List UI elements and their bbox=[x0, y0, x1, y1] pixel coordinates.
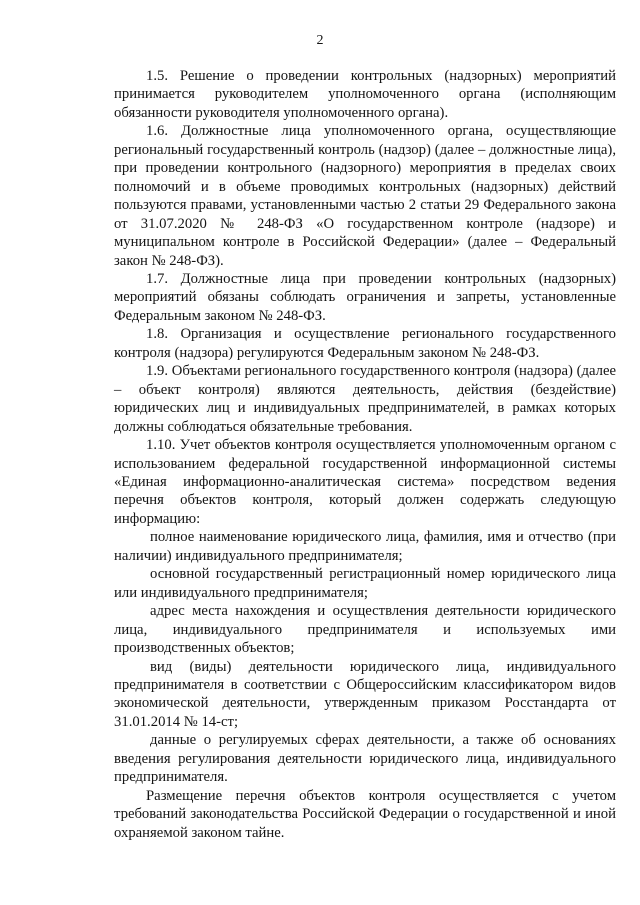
paragraph-1-10: 1.10. Учет объектов контроля осуществляется уполномоченным органом с использованием федеральной государственной информационной системы «Единая информационно-аналитическая система» посредством ведения перечня объектов контроля, который должен содержать следующую информацию: bbox=[114, 437, 616, 527]
list-item: полное наименование юридического лица, фамилия, имя и отчество (при наличии) индивидуального предпринимателя; bbox=[114, 529, 616, 564]
list-item: вид (виды) деятельности юридического лица, индивидуального предпринимателя в соответствии с Общероссийским классификатором видов экономической деятельности, утвержденным приказом Росстандарта от 31.01.2014 № 14-ст; bbox=[114, 658, 616, 730]
paragraph-1-9: 1.9. Объектами регионального государственного контроля (надзора) (далее – объект контроля) являются деятельность, действия (бездействие) юридических лиц и индивидуальных предпринимателей, в рамках которых должны соблюдаться обязательные требования. bbox=[114, 363, 616, 435]
list-item: основной государственный регистрационный номер юридического лица или индивидуального предпринимателя; bbox=[114, 566, 616, 601]
list-item: данные о регулируемых сферах деятельности, а также об основаниях введения регулирования деятельности юридического лица, индивидуального предпринимателя. bbox=[114, 732, 616, 786]
paragraph-1-5: 1.5. Решение о проведении контрольных (надзорных) мероприятий принимается руководителем уполномоченного органа (исполняющим обязанности руководителя уполномоченного органа). bbox=[114, 68, 616, 121]
page-number: 2 bbox=[316, 33, 324, 48]
closing-paragraph: Размещение перечня объектов контроля осуществляется с учетом требований законодательства Российской Федерации о государственной и иной охраняемой законом тайне. bbox=[114, 787, 616, 841]
paragraph-1-7: 1.7. Должностные лица при проведении контрольных (надзорных) мероприятий обязаны соблюдать ограничения и запреты, установленные Федеральным законом № 248-ФЗ. bbox=[114, 270, 616, 324]
paragraph-1-6: 1.6. Должностные лица уполномоченного органа, осуществляющие региональный государственный контроль (надзор) (далее – должностные лица), при проведении контрольного (надзорного) мероприятия в пределах своих полномочий и в объеме проводимых контрольных (надзорных) действий пользуются правами, установленными частью 2 статьи 29 Федерального закона от 31.07.2020 № 248-ФЗ «О государственном контроле (надзоре) и муниципальном контроле в Российской Федерации» (далее – Федеральный закон № 248-ФЗ). bbox=[114, 123, 616, 269]
document-body bbox=[114, 67, 616, 842]
paragraph-1-8: 1.8. Организация и осуществление регионального государственного контроля (надзора) регулируются Федеральным законом № 248-ФЗ. bbox=[114, 326, 616, 361]
list-item: адрес места нахождения и осуществления деятельности юридического лица, индивидуального предпринимателя и используемых ими производственных объектов; bbox=[114, 603, 616, 657]
